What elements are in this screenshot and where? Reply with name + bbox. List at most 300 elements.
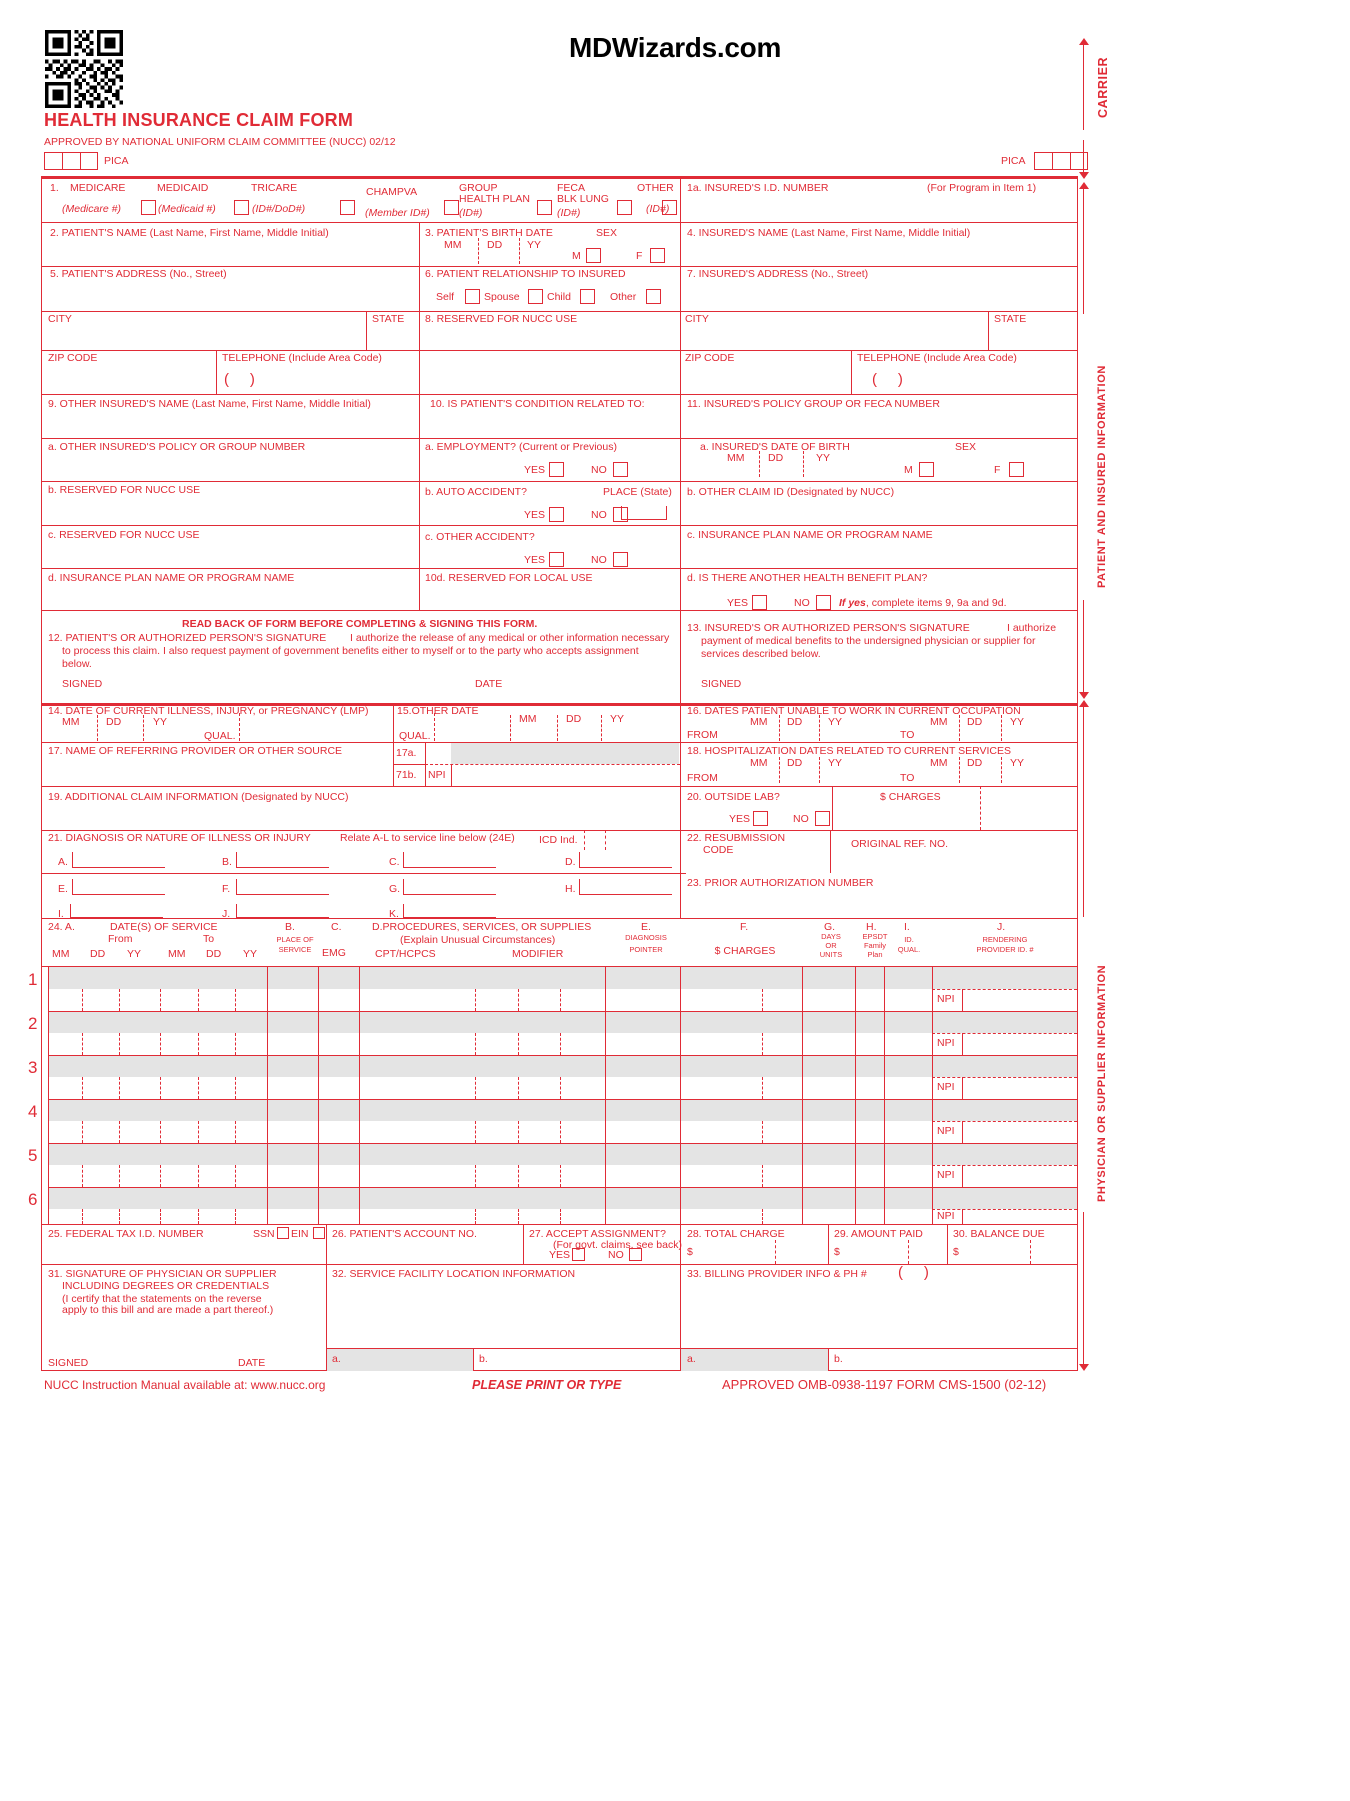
item17a-dash-rule <box>425 764 680 765</box>
item12-body1: I authorize the release of any medical or other information necessary <box>350 632 670 644</box>
item21-input-g[interactable] <box>403 879 496 895</box>
form-top-rule <box>41 176 1078 179</box>
item1-feca-checkbox[interactable] <box>617 200 632 215</box>
item21-letter-g: G. <box>389 883 401 895</box>
item32-label: 32. SERVICE FACILITY LOCATION INFORMATION <box>332 1268 576 1280</box>
item21-icd-sep1 <box>584 830 585 850</box>
item33-a-label: a. <box>687 1353 696 1365</box>
service-r5-dash5 <box>235 1165 236 1187</box>
item32-b-label: b. <box>479 1353 488 1365</box>
item30-label: 30. BALANCE DUE <box>953 1228 1045 1240</box>
item1-other-label: OTHER <box>637 182 674 194</box>
service-col-i-edge <box>884 966 885 1224</box>
service-r2-mod2 <box>518 1033 519 1055</box>
item7-state-label: STATE <box>994 313 1027 325</box>
service-r5-dash3 <box>160 1165 161 1187</box>
service-row-number-1: 1 <box>28 970 38 989</box>
service-r3-cents <box>762 1077 763 1099</box>
item22-label2: CODE <box>703 844 734 856</box>
item21-input-e[interactable] <box>72 879 165 895</box>
item31-line1: 31. SIGNATURE OF PHYSICIAN OR SUPPLIER <box>48 1268 277 1280</box>
patient-arrow-down <box>1079 692 1089 699</box>
service-r2-dash5 <box>235 1033 236 1055</box>
city-state-divider-right <box>988 311 989 350</box>
item10d-label: 10d. RESERVED FOR LOCAL USE <box>425 572 593 584</box>
item27-label: 27. ACCEPT ASSIGNMENT? <box>529 1228 666 1240</box>
item18-to-sep2 <box>1001 757 1002 783</box>
item33a-shaded-field[interactable] <box>681 1349 828 1371</box>
item17-label: 17. NAME OF REFERRING PROVIDER OR OTHER SOURCE <box>48 745 343 757</box>
service-r6-npi-edge <box>962 1209 963 1224</box>
item29-label: 29. AMOUNT PAID <box>834 1228 923 1240</box>
service-r5-mod1 <box>475 1165 476 1187</box>
service-r5-dash2 <box>119 1165 120 1187</box>
service-r5-dash4 <box>198 1165 199 1187</box>
service-r1-npi-edge <box>962 989 963 1011</box>
service-r3-npi-dash <box>932 1077 1077 1078</box>
item12-date-label: DATE <box>475 678 503 690</box>
item24-col-j: J. <box>997 921 1006 933</box>
item30-dollar: $ <box>953 1246 959 1258</box>
item16-from-sep1 <box>779 715 780 741</box>
item33-label: 33. BILLING PROVIDER INFO & PH # <box>687 1268 867 1280</box>
row7-bottom-rule <box>41 481 1078 482</box>
item18-dd-to: DD <box>967 757 983 769</box>
service-r3-mod1 <box>475 1077 476 1099</box>
item11a-f-label: F <box>994 464 1001 476</box>
item25-label: 25. FEDERAL TAX I.D. NUMBER <box>48 1228 204 1240</box>
service-r2-dash2 <box>119 1033 120 1055</box>
item3-m-label: M <box>572 250 581 262</box>
item1-medicare-checkbox[interactable] <box>141 200 156 215</box>
item29-cents-sep <box>908 1240 909 1264</box>
side-tab-carrier: CARRIER <box>1096 56 1110 118</box>
item21-letter-j: J. <box>222 908 231 920</box>
item25-ein-label: EIN <box>291 1228 309 1240</box>
item5-city-label: CITY <box>48 313 72 325</box>
item24-col-d: D.PROCEDURES, SERVICES, OR SUPPLIES <box>372 921 592 933</box>
item16-dd-from: DD <box>787 716 803 728</box>
item21-letter-h: H. <box>565 883 576 895</box>
item24-to-label: To <box>203 933 215 945</box>
item24-col-h: H. <box>866 921 877 933</box>
item18-label: 18. HOSPITALIZATION DATES RELATED TO CURRENT SERVICES <box>687 745 1012 757</box>
service-r4-dash3 <box>160 1121 161 1143</box>
item18-mm-to: MM <box>930 757 948 769</box>
service-r2-npi-label: NPI <box>937 1037 955 1049</box>
item1-group-checkbox[interactable] <box>537 200 552 215</box>
item24-col-e-l2: POINTER <box>629 945 663 954</box>
item11a-male-checkbox[interactable] <box>919 462 934 477</box>
item6-spouse-label: Spouse <box>484 291 520 303</box>
item6-spouse-checkbox[interactable] <box>528 289 543 304</box>
item13-body2: payment of medical benefits to the undersigned physician or supplier for <box>701 635 1036 647</box>
item25-ssn-label: SSN <box>253 1228 275 1240</box>
item9b-label: b. RESERVED FOR NUCC USE <box>48 484 201 496</box>
item24-col-c-l1: EMG <box>322 947 346 959</box>
service-r5-mod3 <box>560 1165 561 1187</box>
item16-mm-from: MM <box>750 716 768 728</box>
item21-input-c[interactable] <box>403 852 496 868</box>
item9c-label: c. RESERVED FOR NUCC USE <box>48 529 200 541</box>
service-r4-dash4 <box>198 1121 199 1143</box>
zip-tel-divider-left <box>216 350 217 394</box>
item32a-shaded-field[interactable] <box>327 1349 473 1371</box>
item24-yy-to: YY <box>243 948 258 960</box>
item21-input-a[interactable] <box>72 852 165 868</box>
service-col-h-edge <box>855 966 856 1224</box>
item24-col-g-l3: UNITS <box>819 950 843 959</box>
service-r6-dash5 <box>235 1209 236 1224</box>
item11d-label: d. IS THERE ANOTHER HEALTH BENEFIT PLAN? <box>687 572 928 584</box>
item3-male-checkbox[interactable] <box>586 248 601 263</box>
item21-input-f[interactable] <box>236 879 329 895</box>
item10a-no-label: NO <box>591 464 607 476</box>
item10a-label: a. EMPLOYMENT? (Current or Previous) <box>425 441 617 453</box>
item24-col-e: E. <box>641 921 651 933</box>
upper-center-divider <box>680 176 681 705</box>
pica-right-boxes[interactable] <box>1034 152 1088 170</box>
service-rule-3 <box>48 1099 1077 1100</box>
service-r4-npi-edge <box>962 1121 963 1143</box>
service-row-6-shade <box>48 1187 1077 1209</box>
item11d-no-label: NO <box>794 597 810 609</box>
footer-middle-text: PLEASE PRINT OR TYPE <box>472 1378 622 1392</box>
brand-title: MDWizards.com <box>568 32 782 63</box>
item6-self-label: Self <box>436 291 455 303</box>
service-col-c-edge <box>318 966 319 1224</box>
item27-no-checkbox[interactable] <box>629 1248 642 1261</box>
service-r1-npi-label: NPI <box>937 993 955 1005</box>
form-left-border <box>41 176 42 1371</box>
item11-label: 11. INSURED'S POLICY GROUP OR FECA NUMBER <box>687 398 940 410</box>
item11a-mm: MM <box>727 452 745 464</box>
item1-medicaid-label: MEDICAID <box>157 182 209 194</box>
item11d-note-rest: , complete items 9, 9a and 9d. <box>865 597 1007 609</box>
item7-phone-paren: ( ) <box>872 371 903 388</box>
item1-group-label1: GROUP <box>459 182 498 194</box>
service-row-number-6: 6 <box>28 1190 38 1209</box>
service-row-4-shade <box>48 1099 1077 1121</box>
item11a-label: a. INSURED'S DATE OF BIRTH <box>700 441 850 453</box>
item1-champva-checkbox[interactable] <box>444 200 459 215</box>
item24-col-f: F. <box>740 921 749 933</box>
service-r5-mod2 <box>518 1165 519 1187</box>
item17a-17b-rule <box>393 764 425 765</box>
service-table-bottom-rule <box>41 1224 1078 1225</box>
service-r5-npi-edge <box>962 1165 963 1187</box>
item20-charges-divider <box>832 786 833 830</box>
item15-label: 15.OTHER DATE <box>397 705 479 717</box>
item9d-label: d. INSURANCE PLAN NAME OR PROGRAM NAME <box>48 572 295 584</box>
service-r1-dash1 <box>82 989 83 1011</box>
service-r3-dash4 <box>198 1077 199 1099</box>
item1-other-sub: (ID#) <box>646 203 670 215</box>
service-r6-dash1 <box>82 1209 83 1224</box>
item20-no-checkbox[interactable] <box>815 811 830 826</box>
item15-sep2 <box>601 715 602 741</box>
service-row-2-shade <box>48 1011 1077 1033</box>
item24-col-b: B. <box>285 921 295 933</box>
item28-dollar: $ <box>687 1246 693 1258</box>
item18-dd-from: DD <box>787 757 803 769</box>
item21-letter-a: A. <box>58 856 68 868</box>
item10c-yes-checkbox[interactable] <box>549 552 564 567</box>
item3-female-checkbox[interactable] <box>650 248 665 263</box>
item18-from-sep2 <box>819 757 820 783</box>
page-title: HEALTH INSURANCE CLAIM FORM <box>44 110 354 130</box>
row21-bottom-rule <box>41 918 1078 919</box>
item17b-npi-divider <box>451 764 452 786</box>
item25-ein-checkbox[interactable] <box>313 1227 325 1239</box>
item6-other-checkbox[interactable] <box>646 289 661 304</box>
service-r1-mod3 <box>560 989 561 1011</box>
item31-line2: INCLUDING DEGREES OR CREDENTIALS <box>62 1280 270 1292</box>
item24-col-f-l1: $ CHARGES <box>714 945 776 957</box>
item24-col-i-l1: ID. <box>904 935 914 944</box>
item15-qual-sep <box>434 713 435 741</box>
item31-signed-label: SIGNED <box>48 1357 89 1369</box>
service-r3-dash1 <box>82 1077 83 1099</box>
item3-sex-label: SEX <box>596 227 618 239</box>
patient-line-bottom <box>1083 600 1084 695</box>
item5-zip-label: ZIP CODE <box>48 352 98 364</box>
item10c-no-label: NO <box>591 554 607 566</box>
service-r4-dash5 <box>235 1121 236 1143</box>
item11d-yes-checkbox[interactable] <box>752 595 767 610</box>
item3-dd: DD <box>487 239 503 251</box>
item24-col-g: G. <box>824 921 836 933</box>
item25-ssn-checkbox[interactable] <box>277 1227 289 1239</box>
item11d-no-checkbox[interactable] <box>816 595 831 610</box>
row5-bottom-rule <box>41 394 1078 395</box>
item24-dd-to: DD <box>206 948 222 960</box>
item3-label: 3. PATIENT'S BIRTH DATE <box>425 227 553 239</box>
item16-dd-to: DD <box>967 716 983 728</box>
item4-label: 4. INSURED'S NAME (Last Name, First Name, Middle Initial) <box>687 227 971 239</box>
city-state-divider-left <box>366 311 367 350</box>
item33-phone-paren: ( ) <box>898 1264 929 1281</box>
row17-bottom-rule <box>41 786 1078 787</box>
item24-col-j-l2: PROVIDER ID. # <box>976 945 1034 954</box>
item21-input-d[interactable] <box>579 852 672 868</box>
item9a-label: a. OTHER INSURED'S POLICY OR GROUP NUMBER <box>48 441 306 453</box>
pica-right-label: PICA <box>1001 155 1026 167</box>
item21-letter-f: F. <box>222 883 231 895</box>
item9-10-divider <box>419 394 420 610</box>
item6-self-checkbox[interactable] <box>465 289 480 304</box>
service-rule-4 <box>48 1143 1077 1144</box>
item20-label: 20. OUTSIDE LAB? <box>687 791 780 803</box>
service-r6-dash2 <box>119 1209 120 1224</box>
carrier-line-bottom <box>1083 140 1084 176</box>
item1-champva-label: CHAMPVA <box>366 186 418 198</box>
service-r1-dash2 <box>119 989 120 1011</box>
service-r3-mod2 <box>518 1077 519 1099</box>
row19-bottom-rule <box>41 830 1078 831</box>
item1-medicare-label: MEDICARE <box>70 182 126 194</box>
item2-label: 2. PATIENT'S NAME (Last Name, First Name, Middle Initial) <box>50 227 329 239</box>
item9-label: 9. OTHER INSURED'S NAME (Last Name, First Name, Middle Initial) <box>48 398 371 410</box>
item32-a-b-divider <box>473 1348 474 1371</box>
item17a-shaded-input[interactable] <box>451 743 679 764</box>
item25-26-divider <box>326 1224 327 1264</box>
item24-dos-label: DATE(S) OF SERVICE <box>110 921 218 933</box>
item21-letter-d: D. <box>565 856 576 868</box>
item21-input-i[interactable] <box>70 904 163 918</box>
item1-tricare-checkbox[interactable] <box>340 200 355 215</box>
item26-27-divider <box>523 1224 524 1264</box>
item28-cents-sep <box>775 1240 776 1264</box>
item1-medicare-sub: (Medicare #) <box>62 203 121 215</box>
row9-bottom-rule <box>41 568 1078 569</box>
service-r4-npi-label: NPI <box>937 1125 955 1137</box>
item1-tricare-label: TRICARE <box>251 182 298 194</box>
item20-yes-checkbox[interactable] <box>753 811 768 826</box>
item28-label: 28. TOTAL CHARGE <box>687 1228 785 1240</box>
item1-medicaid-checkbox[interactable] <box>234 200 249 215</box>
item11a-sex-label: SEX <box>955 441 977 453</box>
item27-yes-checkbox[interactable] <box>572 1248 585 1261</box>
item24-mm-from: MM <box>52 948 70 960</box>
item12-title: 12. PATIENT'S OR AUTHORIZED PERSON'S SIGNATURE <box>48 632 327 644</box>
item6-other-label: Other <box>610 291 637 303</box>
physician-arrow-up <box>1079 700 1089 707</box>
item1a-note: (For Program in Item 1) <box>927 182 1037 194</box>
physician-line-bottom <box>1083 1212 1084 1367</box>
item3-sep1 <box>478 238 479 264</box>
item15-yy: YY <box>610 713 625 725</box>
item16-to-sep1 <box>959 715 960 741</box>
item1-feca-label1: FECA <box>557 182 586 194</box>
item1-other-checkbox[interactable] <box>662 200 677 215</box>
item24-col-h-l2: Family <box>863 941 887 950</box>
item24-modifier-label: MODIFIER <box>512 948 564 960</box>
item10b-label: b. AUTO ACCIDENT? <box>425 486 527 498</box>
service-r1-dash4 <box>198 989 199 1011</box>
item18-mm-from: MM <box>750 757 768 769</box>
item10b-yes-checkbox[interactable] <box>549 507 564 522</box>
item10a-yes-checkbox[interactable] <box>549 462 564 477</box>
item11d-note <box>839 597 1007 609</box>
item10b-place-label: PLACE (State) <box>603 486 672 498</box>
item10c-no-checkbox[interactable] <box>613 552 628 567</box>
service-r6-mod1 <box>475 1209 476 1224</box>
service-r2-dash1 <box>82 1033 83 1055</box>
item5-state-label: STATE <box>372 313 405 325</box>
service-r3-npi-label: NPI <box>937 1081 955 1093</box>
service-col-left-edge <box>48 966 49 1224</box>
item33-b-label: b. <box>834 1353 843 1365</box>
service-col-e-edge <box>605 966 606 1224</box>
item17a-label: 17a. <box>396 747 417 759</box>
carrier-arrow-down <box>1079 172 1089 179</box>
patient-line-top <box>1083 189 1084 314</box>
item11b-label: b. OTHER CLAIM ID (Designated by NUCC) <box>687 486 895 498</box>
item7-telephone-label: TELEPHONE (Include Area Code) <box>857 352 1017 364</box>
item3-mm: MM <box>444 239 462 251</box>
service-r4-cents <box>762 1121 763 1143</box>
service-r2-mod1 <box>475 1033 476 1055</box>
item18-from-sep1 <box>779 757 780 783</box>
item11a-dd: DD <box>768 452 784 464</box>
service-row-number-4: 4 <box>28 1102 38 1121</box>
pica-left-boxes[interactable] <box>44 152 98 170</box>
item28-29-divider <box>828 1224 829 1264</box>
item11a-female-checkbox[interactable] <box>1009 462 1024 477</box>
item24-number: 24. A. <box>48 921 75 933</box>
side-tab-physician: PHYSICIAN OR SUPPLIER INFORMATION <box>1096 964 1108 1202</box>
item24-cpt-label: CPT/HCPCS <box>375 948 436 960</box>
row2-bottom-rule <box>41 266 1078 267</box>
item1-medicaid-sub: (Medicaid #) <box>158 203 216 215</box>
item21-input-j[interactable] <box>236 904 329 918</box>
item15-sep1 <box>557 715 558 741</box>
item18-from-label: FROM <box>687 772 718 784</box>
item21-label: 21. DIAGNOSIS OR NATURE OF ILLNESS OR INJURY <box>48 832 311 844</box>
physician-line-top <box>1083 707 1084 917</box>
service-row-number-3: 3 <box>28 1058 38 1077</box>
row3-bottom-rule <box>41 311 1078 312</box>
service-row-number-5: 5 <box>28 1146 38 1165</box>
service-r3-npi-edge <box>962 1077 963 1099</box>
service-r1-mod2 <box>518 989 519 1011</box>
item6-label: 6. PATIENT RELATIONSHIP TO INSURED <box>425 268 626 280</box>
lower-center-divider <box>680 703 681 918</box>
service-r5-dash1 <box>82 1165 83 1187</box>
item10b-yes-label: YES <box>524 509 546 521</box>
item30-cents-sep <box>1030 1240 1031 1264</box>
item21-input-h[interactable] <box>579 879 672 895</box>
item31-date-label: DATE <box>238 1357 266 1369</box>
item5-6-divider <box>419 266 420 311</box>
item10a-no-checkbox[interactable] <box>613 462 628 477</box>
carrier-arrow-up <box>1079 38 1089 45</box>
item7-city-label: CITY <box>685 313 709 325</box>
item22-label1: 22. RESUBMISSION <box>687 832 786 844</box>
item6-child-checkbox[interactable] <box>580 289 595 304</box>
item21-letter-i: I. <box>58 908 64 920</box>
item21-input-k[interactable] <box>403 904 496 918</box>
service-row-1-shade <box>48 967 1077 989</box>
item17b-npi-label: NPI <box>428 769 446 781</box>
item21-input-b[interactable] <box>236 852 329 868</box>
service-r4-mod2 <box>518 1121 519 1143</box>
row6-bottom-rule <box>41 438 1078 439</box>
service-col-f-edge <box>680 966 681 1224</box>
item10c-yes-label: YES <box>524 554 546 566</box>
item22-orig-divider <box>830 830 831 873</box>
item12-signed-label: SIGNED <box>62 678 103 690</box>
item12-body2: to process this claim. I also request payment of government benefits either to myself or to the party who accepts assignment <box>62 645 639 657</box>
footer-left-text: NUCC Instruction Manual available at: www.nucc.org <box>44 1378 326 1392</box>
service-col-j-edge <box>932 966 933 1224</box>
item32-a-label: a. <box>332 1353 341 1365</box>
service-r4-dash2 <box>119 1121 120 1143</box>
service-r3-dash2 <box>119 1077 120 1099</box>
item20-yes-label: YES <box>729 813 751 825</box>
service-col-d-edge <box>359 966 360 1224</box>
item10b-place-input[interactable] <box>621 506 667 520</box>
state-item8-divider <box>419 311 420 350</box>
item18-to-sep1 <box>959 757 960 783</box>
item16-yy-to: YY <box>1010 716 1025 728</box>
item14-sep2 <box>143 715 144 741</box>
item11d-note-bold: If yes <box>839 597 866 609</box>
tel-item8-divider <box>419 350 420 394</box>
service-r5-cents <box>762 1165 763 1187</box>
service-rule-5 <box>48 1187 1077 1188</box>
